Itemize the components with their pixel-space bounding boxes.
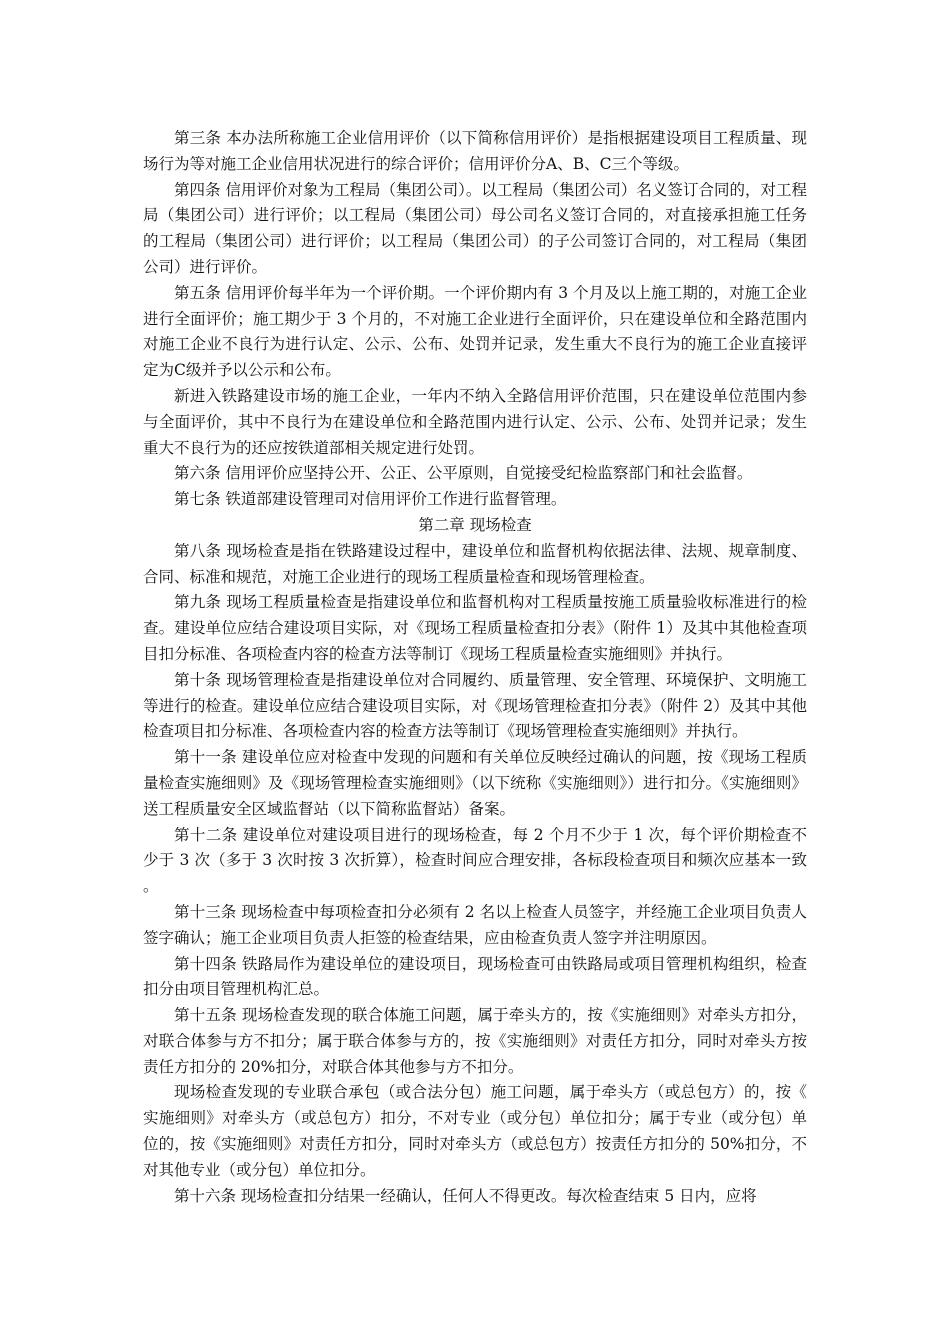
article-6-paragraph: 第六条 信用评价应坚持公开、公正、公平原则，自觉接受纪检监察部门和社会监督。 (174, 464, 753, 483)
article-13-paragraph: 第十三条 现场检查中每项检查扣分必须有 2 名以上检查人员签字，并经施工企业项目负责人签字确认；施工企业项目负责人拒签的检查结果，应由检查负责人签字并注明原因。 (143, 902, 807, 947)
article-11-paragraph: 第十一条 建设单位应对检查中发现的问题和有关单位反映经过确认的问题，按《现场工程质量检查实施细则》及《现场管理检查实施细则》（以下统称《实施细则》）进行扣分。《实施细则》送工程质量安全区域监督站（以下简称监督站）备案。 (143, 748, 807, 818)
article-4-paragraph: 第四条 信用评价对象为工程局（集团公司）。以工程局（集团公司）名义签订合同的，对工程局（集团公司）进行评价；以工程局（集团公司）母公司名义签订合同的，对直接承担施工任务的工程局（集团公司）进行评价；以工程局（集团公司）的子公司签订合同的，对工程局（集团公司）进行评价。 (143, 180, 807, 276)
article-14-paragraph: 第十四条 铁路局作为建设单位的建设项目，现场检查可由铁路局或项目管理机构组织，检查扣分由项目管理机构汇总。 (143, 954, 807, 999)
article-15-paragraph: 第十五条 现场检查发现的联合体施工问题，属于牵头方的，按《实施细则》对牵头方扣分，对联合体参与方不扣分；属于联合体参与方的，按《实施细则》对责任方扣分，同时对牵头方按责任方扣分的 20%扣分，对联合体其他参与方不扣分。 (143, 1006, 807, 1076)
document-body (143, 126, 807, 1209)
article-3-paragraph: 第三条 本办法所称施工企业信用评价（以下简称信用评价）是指根据建设项目工程质量、现场行为等对施工企业信用状况进行的综合评价；信用评价分A、B、C三个等级。 (143, 129, 807, 173)
subcontract-paragraph: 现场检查发现的专业联合承包（或合法分包）施工问题，属于牵头方（或总包方）的，按《实施细则》对牵头方（或总包方）扣分，不对专业（或分包）单位扣分；属于专业（或分包）单位的，按《实施细则》对责任方扣分，同时对牵头方（或总包方）按责任方扣分的 50%扣分，不对其他专业（或分包）单位扣分。 (143, 1083, 807, 1179)
article-12-paragraph: 第十二条 建设单位对建设项目进行的现场检查，每 2 个月不少于 1 次，每个评价期检查不少于 3 次（多于 3 次时按 3 次折算），检查时间应合理安排，各标段检查项目和频次应基本一致。 (143, 825, 807, 896)
chapter-heading: 第二章 现场检查 (418, 515, 532, 534)
new-entrant-paragraph: 新进入铁路建设市场的施工企业，一年内不纳入全路信用评价范围，只在建设单位范围内参与全面评价，其中不良行为在建设单位和全路范围内进行认定、公示、公布、处罚并记录；发生重大不良行为的还应按铁道部相关规定进行处罚。 (143, 386, 807, 457)
article-5-paragraph: 第五条 信用评价每半年为一个评价期。一个评价期内有 3 个月及以上施工期的，对施工企业进行全面评价；施工期少于 3 个月的，不对施工企业进行全面评价，只在建设单位和全路范围内对施工企业不良行为进行认定、公示、公布、处罚并记录，发生重大不良行为的施工企业直接评定为C级并予以公示和公布。 (143, 283, 807, 380)
article-7-paragraph: 第七条 铁道部建设管理司对信用评价工作进行监督管理。 (174, 490, 567, 509)
article-8-paragraph: 第八条 现场检查是指在铁路建设过程中，建设单位和监督机构依据法律、法规、规章制度、合同、标准和规范，对施工企业进行的现场工程质量检查和现场管理检查。 (143, 541, 807, 586)
article-9-paragraph: 第九条 现场工程质量检查是指建设单位和监督机构对工程质量按施工质量验收标准进行的检查。建设单位应结合建设项目实际，对《现场工程质量检查扣分表》（附件 1）及其中其他检查项目扣分标准、各项检查内容的检查方法等制订《现场工程质量检查实施细则》并执行。 (143, 593, 807, 663)
article-10-paragraph: 第十条 现场管理检查是指建设单位对合同履约、质量管理、安全管理、环境保护、文明施工等进行的检查。建设单位应结合建设项目实际，对《现场管理检查扣分表》（附件 2）及其中其他检查项目扣分标准、各项检查内容的检查方法等制订《现场管理检查实施细则》并执行。 (143, 670, 807, 741)
article-16-paragraph: 第十六条 现场检查扣分结果一经确认，任何人不得更改。每次检查结束 5 日内，应将 (174, 1186, 757, 1205)
